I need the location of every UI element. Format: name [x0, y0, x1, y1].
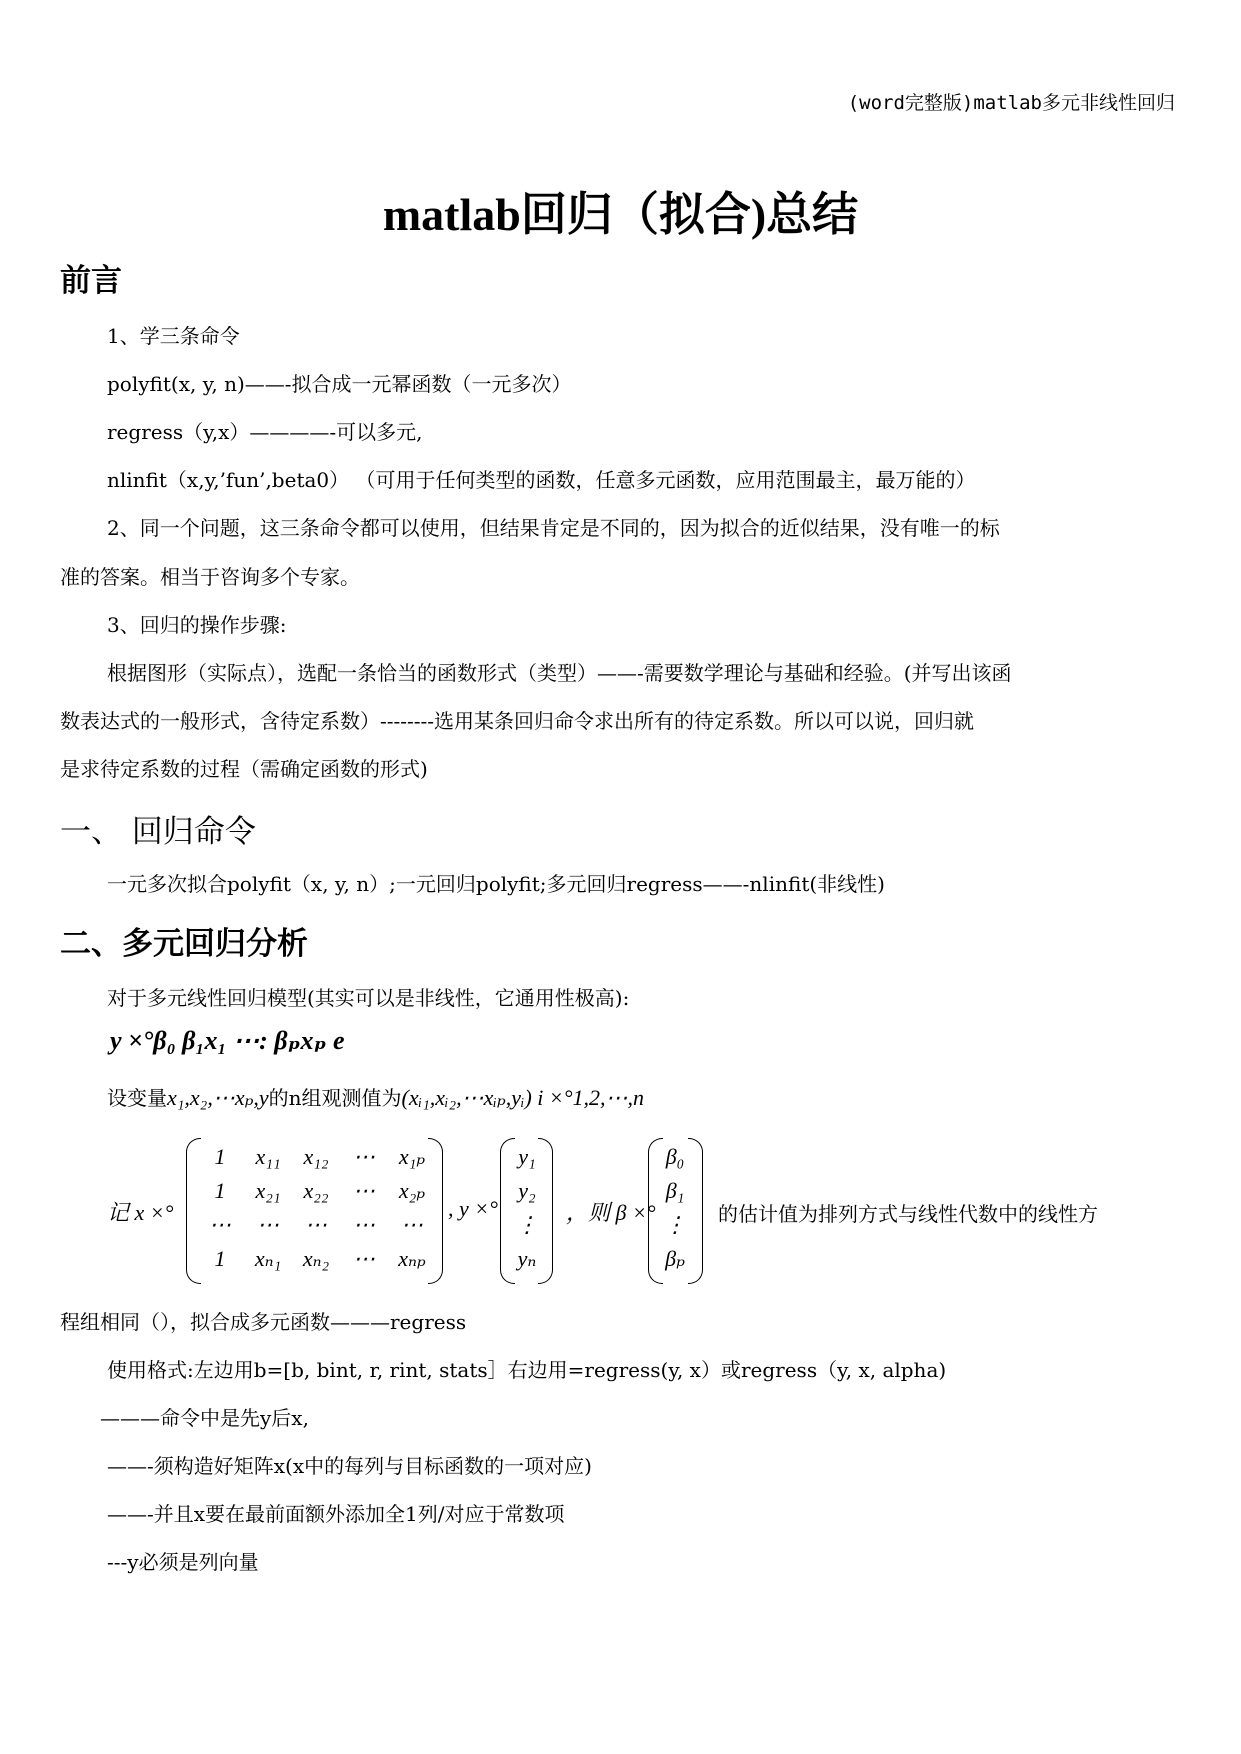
- note-constant-column: ——-并且x要在最前面额外添加全1列/对应于常数项: [107, 1502, 565, 1526]
- heading-regression-commands: 一、 回归命令: [60, 814, 256, 850]
- note-column-vector: ---y必须是列向量: [107, 1550, 259, 1574]
- note-matrix: ——-须构造好矩阵x(x中的每列与目标函数的一项对应): [107, 1454, 592, 1478]
- mx-x-cell: ⋯: [401, 1212, 423, 1237]
- mx-b-cell: βₚ: [665, 1246, 685, 1271]
- mx-x-cell: x₁₂: [303, 1144, 329, 1169]
- line-regress: regress（y,x）————-可以多元,: [107, 420, 423, 444]
- line-estimate-cont: 程组相同（），拟合成多元函数———regress: [60, 1310, 467, 1334]
- mx-x-cell: x₁₁: [255, 1144, 281, 1169]
- observations-label-2: 的n组观测值为: [268, 1086, 402, 1110]
- mx-x-cell: xₙ₂: [302, 1246, 330, 1271]
- line-observations: [107, 1082, 644, 1111]
- line-2-cont: 准的答案。相当于咨询多个专家。: [60, 565, 360, 589]
- mx-x-cell: x₁ₚ: [398, 1144, 426, 1169]
- heading-multiple-regression: 二、多元回归分析: [60, 926, 308, 962]
- heading-preface: 前言: [60, 263, 122, 299]
- mx-x-cell: 1: [214, 1246, 226, 1271]
- line-1: 1、学三条命令: [107, 324, 240, 348]
- line-model-intro: 对于多元线性回归模型(其实可以是非线性，它通用性极高):: [107, 986, 630, 1010]
- observation-tuple-formula: (xᵢ₁,xᵢ₂,⋯xᵢₚ,yᵢ) i ×°1,2,⋯,n: [401, 1085, 645, 1110]
- mx-x-cell: x₂₂: [303, 1178, 329, 1203]
- line-polyfit: polyfit(x, y, n)——-拟合成一元幂函数（一元多次）: [107, 372, 572, 396]
- line-estimate: 的估计值为排列方式与线性代数中的线性方: [718, 1202, 1098, 1226]
- line-steps-cont1: 数表达式的一般形式，含待定系数）--------选用某条回归命令求出所有的待定系数。所以可以说，回归就: [60, 709, 975, 733]
- line-steps: 根据图形（实际点），选配一条恰当的函数形式（类型）——-需要数学理论与基础和经验。(并写出该函: [107, 661, 1012, 685]
- mx-x-cell: xₙₚ: [398, 1246, 426, 1271]
- matrix-y-label: , y ×°: [448, 1196, 498, 1221]
- line-commands: 一元多次拟合polyfit（x, y, n）;一元回归polyfit;多元回归regress——-nlinfit(非线性): [107, 872, 885, 896]
- line-3: 3、回归的操作步骤:: [107, 613, 287, 637]
- line-2: 2、同一个问题，这三条命令都可以使用，但结果肯定是不同的，因为拟合的近似结果，没有唯一的标: [107, 516, 1000, 540]
- mx-y-cell: ⋮: [516, 1212, 538, 1237]
- mx-x-cell: xₙ₁: [254, 1246, 282, 1271]
- regression-model-formula: y ×°β₀ β₁x₁ ⋯: βₚxₚ e: [110, 1026, 345, 1055]
- matrix-x-label: 记 x ×°: [107, 1200, 174, 1225]
- mx-b-cell: β₀: [665, 1144, 685, 1169]
- mx-x-cell: 1: [214, 1144, 226, 1169]
- mx-y-cell: y₂: [518, 1178, 536, 1203]
- mx-x-cell: ⋯: [353, 1246, 375, 1271]
- matrix-beta-label: ，则 β ×°: [566, 1200, 656, 1225]
- mx-y-cell: y₁: [518, 1144, 536, 1169]
- line-steps-cont2: 是求待定系数的过程（需确定函数的形式): [60, 757, 428, 781]
- note-order: ———命令中是先y后x,: [100, 1406, 309, 1430]
- mx-x-cell: ⋯: [305, 1212, 327, 1237]
- observations-label: 设变量: [107, 1086, 167, 1110]
- mx-x-cell: ⋯: [209, 1212, 231, 1237]
- mx-y-cell: yₙ: [517, 1246, 537, 1271]
- mx-b-cell: β₁: [665, 1178, 685, 1203]
- mx-x-cell: ⋯: [353, 1178, 375, 1203]
- variables-formula: x₁,x₂,⋯xₚ,y: [167, 1085, 269, 1110]
- line-usage-format: 使用格式:左边用b=[b, bint, r, rint, stats］右边用=regress(y, x）或regress（y, x, alpha): [107, 1358, 947, 1382]
- mx-x-cell: ⋯: [257, 1212, 279, 1237]
- page-header: (word完整版)matlab多元非线性回归: [847, 92, 1175, 114]
- mx-x-cell: ⋯: [353, 1212, 375, 1237]
- mx-x-cell: x₂₁: [255, 1178, 281, 1203]
- mx-x-cell: x₂ₚ: [398, 1178, 426, 1203]
- document-title: matlab回归（拟合)总结: [382, 189, 859, 240]
- mx-x-cell: ⋯: [353, 1144, 375, 1169]
- mx-b-cell: ⋮: [664, 1212, 686, 1237]
- mx-x-cell: 1: [214, 1178, 226, 1203]
- line-nlinfit: nlinfit（x,y,’fun’,beta0） （可用于任何类型的函数，任意多元函数，应用范围最主，最万能的）: [107, 468, 976, 492]
